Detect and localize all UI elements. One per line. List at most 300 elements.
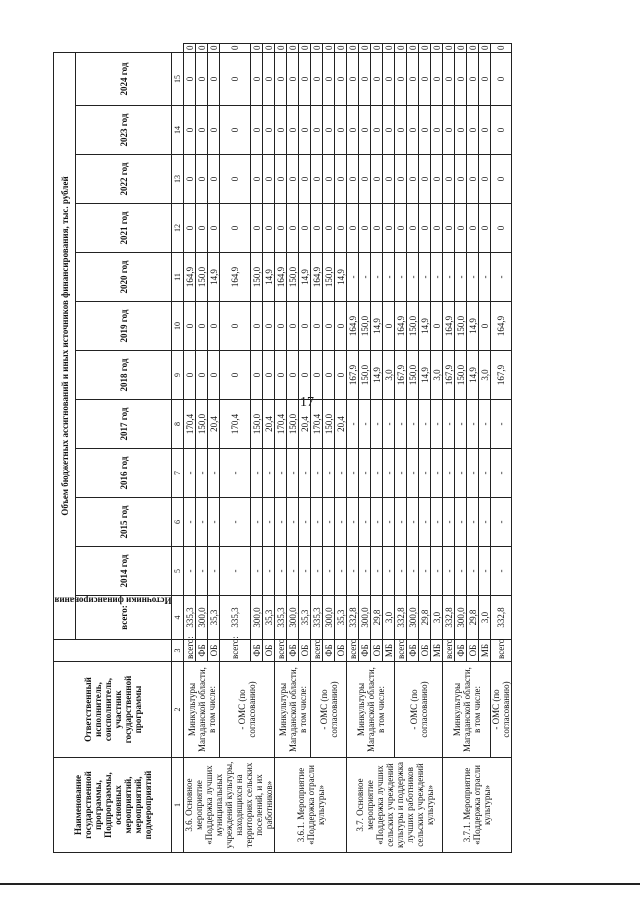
value-year: 0 [196, 302, 208, 351]
value-year: 0 [443, 106, 455, 155]
value-year: 164,9 [311, 253, 323, 302]
value-year: 150,0 [359, 302, 371, 351]
value-year: 170,4 [220, 400, 251, 449]
value-year: - [311, 498, 323, 547]
value-year: 0 [395, 155, 407, 204]
value-year: - [359, 253, 371, 302]
funding-source-label: всего [395, 638, 406, 659]
value-year: - [395, 400, 407, 449]
value-year: - [455, 253, 467, 302]
value-year: 14,9 [467, 302, 479, 351]
value-year: 164,9 [347, 302, 359, 351]
value-year: 0 [455, 106, 467, 155]
value-year: 0 [383, 106, 395, 155]
value-total: 335,3 [184, 596, 196, 640]
value-year: - [395, 253, 407, 302]
program-name: 3.7. Основное мероприятие «Поддержка лучших сельских учреждений культуры и поддержка лучших работников сельских учреждений культуры» [347, 758, 443, 853]
value-year: 14,9 [419, 302, 431, 351]
value-year: 150,0 [323, 400, 335, 449]
value-year: 0 [275, 44, 287, 53]
value-year: 164,9 [275, 253, 287, 302]
funding-source-label: МБ [431, 643, 442, 658]
value-year: 0 [220, 351, 251, 400]
value-total: 35,3 [263, 596, 275, 640]
header-year: 2023 год [76, 106, 172, 155]
funding-source-label: ОБ [467, 644, 478, 657]
funding-source [184, 636, 196, 662]
value-year: 0 [431, 155, 443, 204]
value-year: 0 [263, 302, 275, 351]
value-year: 0 [347, 204, 359, 253]
header-volume: Объем бюджетных ассигнований и иных источников финансирования, тыс. рублей [54, 52, 76, 639]
funding-source [359, 640, 371, 662]
header-year: 2024 год [76, 52, 172, 105]
value-year: 0 [419, 204, 431, 253]
funding-source-label: ФБ [251, 644, 262, 657]
responsible-executor: - ОМС (по согласованию) [491, 662, 512, 758]
value-total: 300,0 [251, 596, 263, 640]
funding-source-label: ОБ [263, 644, 274, 657]
value-year: - [479, 400, 491, 449]
bottom-rule [0, 883, 640, 885]
header-year: 2017 год [76, 400, 172, 449]
value-year: 0 [479, 302, 491, 351]
value-year: - [479, 547, 491, 596]
value-year: 0 [287, 155, 299, 204]
value-year: - [347, 253, 359, 302]
value-year: 0 [431, 302, 443, 351]
value-year: 0 [251, 302, 263, 351]
value-year: 0 [299, 44, 311, 53]
table-row [275, 44, 287, 853]
header-year: 2022 год [76, 155, 172, 204]
value-year: 0 [275, 204, 287, 253]
value-year: - [251, 547, 263, 596]
value-year: - [287, 498, 299, 547]
value-total: 29,8 [467, 596, 479, 640]
value-year: - [220, 547, 251, 596]
value-year: - [443, 400, 455, 449]
value-year: 0 [299, 52, 311, 105]
value-year: 0 [323, 106, 335, 155]
value-year: 150,0 [323, 253, 335, 302]
value-year: - [479, 253, 491, 302]
value-year: 167,9 [395, 351, 407, 400]
funding-source [383, 640, 395, 662]
funding-source-mark: : [230, 636, 240, 639]
value-year: 0 [251, 52, 263, 105]
value-year: 0 [431, 44, 443, 53]
value-year: 0 [299, 155, 311, 204]
funding-source-label: МБ [479, 643, 490, 658]
value-year: 0 [467, 44, 479, 53]
funding-source-label: всего [311, 638, 322, 659]
value-year: 150,0 [287, 400, 299, 449]
value-year: - [431, 498, 443, 547]
value-year: 20,4 [299, 400, 311, 449]
value-total: 35,3 [208, 596, 220, 640]
value-year: - [407, 449, 419, 498]
value-year: 0 [263, 106, 275, 155]
funding-source-label: ФБ [287, 644, 298, 657]
value-year: - [275, 449, 287, 498]
value-year: 0 [323, 351, 335, 400]
value-year: 0 [220, 44, 251, 53]
value-year: 0 [347, 44, 359, 53]
value-year: 0 [251, 155, 263, 204]
value-year: - [347, 498, 359, 547]
value-year: 0 [347, 52, 359, 105]
value-total: 335,3 [220, 596, 251, 640]
program-name: 3.6.1. Мероприятие «Поддержка отрасли культуры» [275, 758, 347, 853]
funding-source [443, 640, 455, 662]
funding-source-label: ФБ [455, 644, 466, 657]
value-year: - [467, 547, 479, 596]
funding-source-label: всего [184, 638, 195, 659]
value-total: 300,0 [455, 596, 467, 640]
value-year: 0 [431, 52, 443, 105]
value-year: - [251, 449, 263, 498]
value-total: 35,3 [335, 596, 347, 640]
funding-source-label: ОБ [208, 644, 219, 657]
value-year: 0 [443, 155, 455, 204]
value-year: 0 [359, 44, 371, 53]
value-year: - [323, 449, 335, 498]
value-year: - [347, 547, 359, 596]
value-year: 150,0 [407, 302, 419, 351]
value-year: 14,9 [208, 253, 220, 302]
value-year: 0 [359, 52, 371, 105]
value-year: - [467, 498, 479, 547]
funding-source-label: всего [230, 638, 240, 659]
value-year: 0 [263, 52, 275, 105]
value-year: - [335, 547, 347, 596]
value-year: 0 [220, 106, 251, 155]
value-year: 164,9 [491, 302, 512, 351]
value-year: - [208, 449, 220, 498]
value-year: - [184, 498, 196, 547]
value-year: - [407, 498, 419, 547]
value-year: - [323, 498, 335, 547]
value-year: 0 [184, 351, 196, 400]
value-total: 300,0 [359, 596, 371, 640]
table-body [184, 44, 512, 853]
value-year: 0 [455, 52, 467, 105]
value-year: - [196, 498, 208, 547]
value-year: 0 [467, 52, 479, 105]
value-year: - [431, 547, 443, 596]
value-year: 164,9 [184, 253, 196, 302]
value-year: 0 [371, 204, 383, 253]
value-year: - [455, 547, 467, 596]
value-year: 0 [491, 44, 512, 53]
value-year: 0 [479, 106, 491, 155]
column-index: 5 [172, 547, 184, 596]
value-year: - [455, 400, 467, 449]
value-year: 0 [184, 204, 196, 253]
value-year: 0 [323, 302, 335, 351]
value-year: 164,9 [443, 302, 455, 351]
header-index-row [172, 44, 184, 853]
value-year: - [196, 449, 208, 498]
value-year: 170,4 [184, 400, 196, 449]
value-year: 3,0 [383, 351, 395, 400]
value-year: 170,4 [311, 400, 323, 449]
value-year: - [431, 400, 443, 449]
value-year: - [196, 547, 208, 596]
value-year: 0 [395, 44, 407, 53]
funding-source-label: ФБ [196, 644, 207, 657]
value-year: 0 [311, 106, 323, 155]
value-year: 0 [287, 302, 299, 351]
value-total: 332,8 [491, 596, 512, 640]
value-year: 0 [287, 351, 299, 400]
value-year: 0 [263, 44, 275, 53]
value-year: 0 [287, 106, 299, 155]
value-year: 3,0 [431, 351, 443, 400]
value-year: 0 [275, 52, 287, 105]
value-year: - [347, 449, 359, 498]
value-year: 0 [407, 155, 419, 204]
value-year: - [208, 498, 220, 547]
value-total: 335,3 [275, 596, 287, 640]
value-year: - [299, 547, 311, 596]
funding-source [251, 640, 263, 662]
value-year: 0 [383, 302, 395, 351]
value-year: 0 [491, 106, 512, 155]
value-year: - [311, 449, 323, 498]
value-year: - [395, 449, 407, 498]
value-year: 150,0 [455, 351, 467, 400]
value-year: 167,9 [443, 351, 455, 400]
value-year: 0 [383, 204, 395, 253]
funding-source-label: ОБ [335, 644, 346, 657]
column-index: 3 [172, 640, 184, 662]
value-year: 150,0 [196, 400, 208, 449]
value-year: - [479, 498, 491, 547]
value-year: - [263, 547, 275, 596]
value-year: - [383, 547, 395, 596]
value-year: 0 [395, 52, 407, 105]
value-year: 14,9 [299, 253, 311, 302]
value-year: 0 [467, 155, 479, 204]
value-year: - [491, 498, 512, 547]
value-year: - [287, 449, 299, 498]
funding-source-label: всего [275, 638, 286, 659]
table-row [220, 44, 251, 853]
value-year: 0 [220, 155, 251, 204]
value-year: 0 [359, 204, 371, 253]
value-year: 0 [419, 52, 431, 105]
value-total: 300,0 [407, 596, 419, 640]
value-year: 0 [196, 155, 208, 204]
header-responsible: Ответственный исполнитель, соисполнитель, участник государственной программы [54, 662, 172, 758]
funding-source-label: МБ [383, 643, 394, 658]
value-year: - [383, 449, 395, 498]
column-index: 13 [172, 155, 184, 204]
value-year: - [491, 400, 512, 449]
header-year: 2016 год [76, 449, 172, 498]
value-year: 0 [311, 155, 323, 204]
value-year: 150,0 [455, 302, 467, 351]
value-year: 0 [287, 204, 299, 253]
table-row [184, 44, 196, 853]
value-year: 0 [479, 204, 491, 253]
value-year: - [335, 449, 347, 498]
value-year: 0 [371, 44, 383, 53]
table-row [491, 44, 512, 853]
funding-source [371, 640, 383, 662]
value-year: - [359, 400, 371, 449]
header-year: 2020 год [76, 253, 172, 302]
responsible-executor: Минкультуры Магаданской области, в том числе: [275, 662, 311, 758]
value-total: 300,0 [323, 596, 335, 640]
funding-source-label: всего [496, 638, 506, 659]
value-year: - [251, 498, 263, 547]
table-row [311, 44, 323, 853]
value-year: 0 [335, 302, 347, 351]
funding-source [311, 640, 323, 662]
header-year: 2018 год [76, 351, 172, 400]
value-total: 35,3 [299, 596, 311, 640]
value-year: - [407, 547, 419, 596]
value-year: 170,4 [275, 400, 287, 449]
funding-source [263, 640, 275, 662]
value-year: 0 [208, 204, 220, 253]
value-year: - [467, 449, 479, 498]
value-year: 0 [263, 155, 275, 204]
value-year: - [407, 400, 419, 449]
funding-source-label: ФБ [359, 644, 370, 657]
value-year: 167,9 [491, 351, 512, 400]
value-year: 0 [419, 44, 431, 53]
funding-table [53, 43, 512, 853]
funding-source-label: ФБ [407, 644, 418, 657]
value-year: - [419, 498, 431, 547]
value-year: 167,9 [347, 351, 359, 400]
value-year: 0 [335, 351, 347, 400]
value-year: - [299, 449, 311, 498]
value-year: - [443, 498, 455, 547]
funding-source [455, 640, 467, 662]
value-year: 150,0 [287, 253, 299, 302]
column-index: 14 [172, 106, 184, 155]
value-year: 150,0 [251, 253, 263, 302]
value-year: 0 [299, 204, 311, 253]
value-year: 3,0 [479, 351, 491, 400]
value-year: 14,9 [467, 351, 479, 400]
value-year: 0 [220, 204, 251, 253]
value-year: 14,9 [263, 253, 275, 302]
responsible-executor: Минкультуры Магаданской области, в том числе: [443, 662, 491, 758]
value-year: 20,4 [208, 400, 220, 449]
value-year: - [220, 498, 251, 547]
value-year: - [359, 449, 371, 498]
value-year: 0 [407, 52, 419, 105]
value-year: - [359, 547, 371, 596]
funding-source [335, 640, 347, 662]
value-year: 0 [431, 204, 443, 253]
column-index: 6 [172, 498, 184, 547]
value-year: 14,9 [371, 302, 383, 351]
funding-source-label: ОБ [419, 644, 430, 657]
value-year: 0 [323, 44, 335, 53]
value-year: 0 [383, 52, 395, 105]
value-total: 3,0 [383, 596, 395, 640]
value-year: 0 [443, 204, 455, 253]
value-year: 0 [323, 52, 335, 105]
value-year: - [184, 449, 196, 498]
funding-source [299, 640, 311, 662]
value-year: - [208, 547, 220, 596]
value-year: - [371, 400, 383, 449]
value-year: - [275, 498, 287, 547]
value-year: 0 [287, 44, 299, 53]
value-year: - [220, 449, 251, 498]
value-year: - [395, 547, 407, 596]
value-year: - [491, 253, 512, 302]
funding-source [275, 640, 287, 662]
value-total: 29,8 [371, 596, 383, 640]
value-year: 0 [251, 106, 263, 155]
value-year: 0 [347, 106, 359, 155]
value-year: 0 [491, 155, 512, 204]
value-year: 0 [184, 155, 196, 204]
header-year: 2021 год [76, 204, 172, 253]
value-year: 0 [431, 106, 443, 155]
funding-source-label: ОБ [371, 644, 382, 657]
value-year: 0 [208, 155, 220, 204]
value-year: 0 [184, 106, 196, 155]
value-total: 332,8 [443, 596, 455, 640]
value-year: - [467, 400, 479, 449]
value-year: 0 [275, 351, 287, 400]
value-year: 0 [311, 44, 323, 53]
value-year: 0 [359, 106, 371, 155]
column-index: 11 [172, 253, 184, 302]
value-year: - [371, 449, 383, 498]
value-year: 0 [251, 351, 263, 400]
header-year: 2019 год [76, 302, 172, 351]
value-year: - [491, 547, 512, 596]
responsible-executor: - ОМС (по согласованию) [395, 662, 443, 758]
value-year: - [383, 400, 395, 449]
table-row [443, 44, 455, 853]
value-year: 0 [347, 155, 359, 204]
value-total: 3,0 [431, 596, 443, 640]
value-year: - [491, 449, 512, 498]
value-year: - [323, 547, 335, 596]
value-year: 0 [251, 44, 263, 53]
funding-source [196, 640, 208, 662]
value-year: 0 [491, 52, 512, 105]
value-total: 300,0 [196, 596, 208, 640]
value-year: 150,0 [251, 400, 263, 449]
column-index: 15 [172, 52, 184, 105]
value-year: 0 [395, 204, 407, 253]
value-year: 0 [287, 52, 299, 105]
value-year: 14,9 [419, 351, 431, 400]
funding-source [479, 640, 491, 662]
value-year: 0 [371, 106, 383, 155]
value-year: 0 [208, 302, 220, 351]
responsible-executor: Минкультуры Магаданской области, в том числе: [184, 662, 220, 758]
value-year: 0 [419, 106, 431, 155]
value-year: - [467, 253, 479, 302]
value-year: 0 [371, 155, 383, 204]
value-year: 0 [335, 52, 347, 105]
value-year: 0 [251, 204, 263, 253]
